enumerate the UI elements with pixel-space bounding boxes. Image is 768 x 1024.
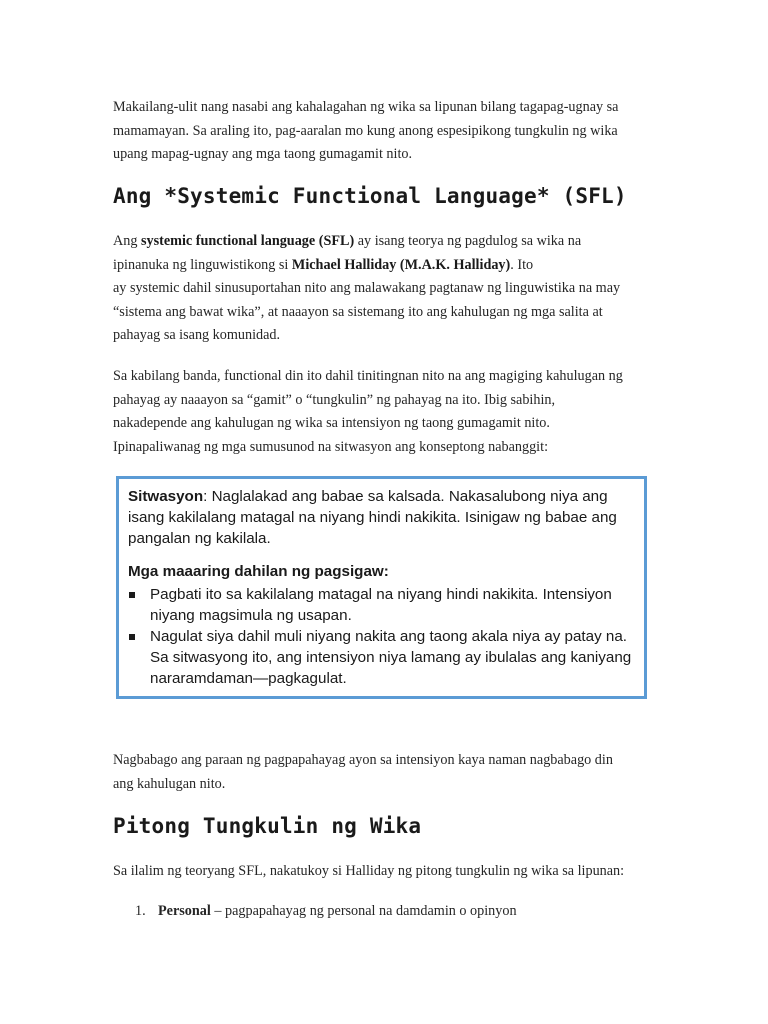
section-heading-functions: Pitong Tungkulin ng Wika <box>113 814 422 838</box>
reason-line: Pagbati ito sa kakilalang matagal na niyang hindi nakikita. Intensiyon <box>150 586 612 603</box>
reason-line: Sa sitwasyong ito, ang intensiyon niya lamang ay ibulalas ang kaniyang <box>150 649 632 666</box>
reason-line: Nagulat siya dahil muli niyang nakita ang taong akala niya ay patay na. <box>150 628 628 645</box>
text-run: : Naglalakad ang babae sa kalsada. Nakasalubong niya ang <box>203 488 608 505</box>
intro-paragraph <box>113 96 618 167</box>
situation-line <box>128 486 644 507</box>
situation-label: Sitwasyon <box>128 488 204 505</box>
function-desc: – pagpapahayag ng personal na damdamin o opinyon <box>210 903 517 919</box>
list-number: 1. <box>135 903 146 919</box>
functional-line: pahayag ay naaayon sa “gamit” o “tungkulin” ng pahayag na ito. Ibig sabihin, <box>113 391 556 408</box>
intro-line: upang mapag-ugnay ang mga taong gumagamit nito. <box>113 146 413 162</box>
text-run: Ang <box>113 233 141 249</box>
situation-box <box>116 476 647 699</box>
sfl-paragraph <box>113 230 620 348</box>
change-paragraph <box>113 749 613 796</box>
intro-line: Makailang-ulit nang nasabi ang kahalagahan ng wika sa lipunan bilang tagapag-ugnay sa <box>113 99 619 115</box>
functional-line: Sa kabilang banda, functional din ito dahil tinitingnan nito na ang magiging kahulugan ng <box>113 368 623 384</box>
reasons-list <box>128 584 644 689</box>
bold-term: systemic functional language (SFL) <box>140 233 355 249</box>
reasons-heading: Mga maaaring dahilan ng pagsigaw: <box>128 563 389 580</box>
situation-line: pangalan ng kakilala. <box>128 530 271 547</box>
text-run: ay isang teorya ng pagdulog sa wika na <box>354 233 582 249</box>
sfl-line: pahayag sa isang komunidad. <box>113 327 281 343</box>
functions-list <box>113 900 517 924</box>
intro-line: mamamayan. Sa araling ito, pag-aaralan mo kung anong espesipikong tungkulin ng wika <box>113 122 618 139</box>
sfl-line: “sistema ang bawat wika”, at naaayon sa sistemang ito ang kahulugan ng mga salita at <box>113 303 603 320</box>
function-item-personal <box>113 900 517 924</box>
bold-name: Michael Halliday (M.A.K. Halliday) <box>291 256 511 273</box>
change-line: ang kahulugan nito. <box>113 775 226 792</box>
change-line: Nagbabago ang paraan ng pagpapahayag ayon sa intensiyon kaya naman nagbabago din <box>113 752 613 768</box>
reason-line: niyang magsimula ng usapan. <box>150 607 352 624</box>
section-heading-sfl: Ang *Systemic Functional Language* (SFL) <box>113 184 627 208</box>
functional-line: Ipinapaliwanag ng mga sumusunod na sitwasyon ang konseptong nabanggit: <box>113 438 549 455</box>
reason-line: nararamdaman—pagkagulat. <box>150 670 347 687</box>
situation-line: isang kakilalang matagal na niyang hindi nakikita. Isinigaw ng babae ang <box>128 509 617 526</box>
reason-item <box>128 584 644 626</box>
functional-paragraph <box>113 365 623 459</box>
reason-item <box>128 626 644 689</box>
text-run: . Ito <box>510 256 534 273</box>
functional-line: nakadepende ang kahulugan ng wika sa intensiyon ng taong gumagamit nito. <box>113 415 550 431</box>
sfl-line <box>113 230 620 254</box>
sfl-line: ay systemic dahil sinusuportahan nito ang malawakang pagtanaw ng linguwistika na may <box>113 280 621 296</box>
function-name: Personal <box>158 903 211 919</box>
square-bullet-icon <box>129 592 135 598</box>
square-bullet-icon <box>129 634 135 640</box>
sfl-line <box>113 254 620 278</box>
text-run: ipinanuka ng linguwistikong si <box>113 256 292 273</box>
halliday-paragraph: Sa ilalim ng teoryang SFL, nakatukoy si Halliday ng pitong tungkulin ng wika sa lipunan: <box>113 863 625 879</box>
